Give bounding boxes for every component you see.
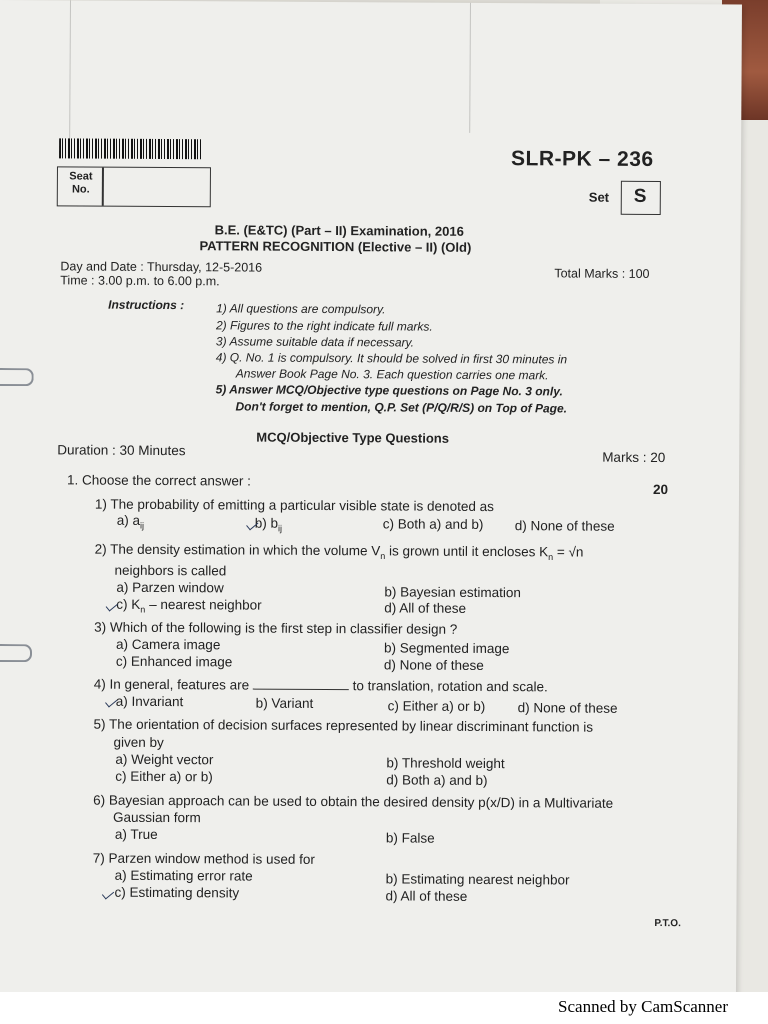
exam-title: B.E. (E&TC) (Part – II) Examination, 2016 (214, 222, 464, 239)
q5-option-d: d) Both a) and b) (386, 772, 488, 788)
q1-option-a (117, 513, 144, 531)
q1-option-b (255, 516, 282, 534)
q6-option-b: b) False (385, 830, 435, 846)
q1-a-text: a) a (116, 512, 141, 528)
q2-c-sub: n (140, 604, 146, 615)
q3-option-c: c) Enhanced image (115, 653, 233, 670)
q4-option-d: d) None of these (517, 700, 618, 716)
q7-option-d: d) All of these (385, 888, 468, 904)
q6-text: 6) Bayesian approach can be used to obtain the desired density p(x/D) in a Multivariate (93, 792, 614, 811)
q2-option-d: d) All of these (384, 600, 467, 616)
q2-option-b: b) Bayesian estimation (384, 584, 522, 601)
q7-option-c: c) Estimating density (114, 884, 240, 901)
scanner-watermark: Scanned by CamScanner (558, 997, 728, 1016)
q3-text: 3) Which of the following is the first step in classifier design ? (94, 619, 458, 637)
instruction-5: 5) Answer MCQ/Objective type questions on Page No. 3 only. (215, 382, 563, 399)
q2-text-a: 2) The density estimation in which the volume V (94, 541, 381, 559)
scanner-footer (0, 992, 768, 1024)
q6-option-a: a) True (114, 826, 158, 842)
instruction-5-cont: Don't forget to mention, Q.P. Set (P/Q/R/S) on Top of Page. (235, 399, 568, 416)
q4-option-b: b) Variant (255, 695, 314, 711)
section-title: MCQ/Objective Type Questions (256, 429, 450, 446)
q2-text (95, 542, 584, 563)
q3-option-d: d) None of these (383, 657, 484, 673)
instruction-4-cont: Answer Book Page No. 3. Each question carries one mark. (235, 366, 549, 383)
total-marks: Total Marks : 100 (554, 266, 650, 281)
q1-b-sub: ij (278, 523, 283, 534)
instruction-4: 4) Q. No. 1 is compulsory. It should be solved in first 30 minutes in (215, 350, 568, 367)
paper-code: SLR-PK – 236 (510, 147, 654, 171)
seat-label (64, 170, 98, 196)
instruction-2: 2) Figures to the right indicate full marks. (215, 318, 433, 334)
time: Time : 3.00 p.m. to 6.00 p.m. (60, 273, 220, 289)
paper-crease (69, 0, 71, 140)
q4-text-a: 4) In general, features are (93, 676, 250, 693)
q2-text-c: = √n (553, 544, 584, 560)
q4-text-b: to translation, rotation and scale. (352, 678, 548, 695)
seat-label-line2: No. (71, 183, 90, 196)
q2-option-c (116, 597, 261, 616)
q2-sub-b: n (548, 552, 554, 563)
set-value: S (633, 185, 647, 207)
binder-ring (0, 644, 32, 662)
fill-in-blank (253, 679, 349, 691)
instructions-label: Instructions : (108, 297, 185, 313)
pto-label: P.T.O. (654, 918, 681, 930)
instruction-1: 1) All questions are compulsory. (216, 301, 386, 317)
q7-option-b: b) Estimating nearest neighbor (385, 871, 570, 888)
q1-a-sub: ij (140, 520, 145, 531)
seat-label-line1: Seat (69, 170, 93, 183)
q3-option-b: b) Segmented image (384, 640, 510, 657)
question-heading: 1. Choose the correct answer : (67, 472, 251, 489)
q5-option-b: b) Threshold weight (386, 755, 505, 772)
q3-option-a: a) Camera image (116, 636, 221, 653)
duration: Duration : 30 Minutes (57, 442, 186, 459)
instruction-3: 3) Assume suitable data if necessary. (215, 334, 415, 350)
q1-b-text: b) b (254, 515, 279, 531)
seat-number-box (57, 166, 211, 207)
q2-text-b: is grown until it encloses K (385, 543, 549, 560)
q5-text: 5) The orientation of decision surfaces represented by linear discriminant function is (93, 716, 594, 735)
q1-option-d: d) None of these (514, 518, 615, 534)
q1-text: 1) The probability of emitting a particular visible state is denoted as (94, 496, 494, 515)
set-box (621, 181, 661, 215)
seat-box-divider (102, 168, 104, 206)
q2-option-a: a) Parzen window (116, 579, 224, 596)
q5-option-c: c) Either a) or b) (115, 768, 213, 785)
q4-option-c: c) Either a) or b) (387, 698, 486, 714)
q6-line2: Gaussian form (112, 809, 201, 826)
q4-option-a: a) Invariant (115, 693, 184, 710)
q2-sub-a: n (380, 551, 386, 562)
day-date: Day and Date : Thursday, 12-5-2016 (60, 259, 263, 275)
paper-crease (469, 3, 471, 133)
binder-ring (0, 368, 34, 386)
subject-title: PATTERN RECOGNITION (Elective – II) (Old) (199, 238, 472, 255)
barcode (59, 138, 201, 159)
q5-line2: given by (113, 734, 164, 751)
set-label: Set (588, 189, 610, 205)
question-marks: 20 (652, 481, 669, 498)
answer-tick-mark (102, 888, 114, 900)
section-marks: Marks : 20 (602, 449, 666, 466)
q2-c-rest: – nearest neighbor (145, 596, 262, 613)
q2-line2: neighbors is called (114, 562, 227, 579)
q2-c-text: c) K (116, 596, 141, 612)
q7-option-a: a) Estimating error rate (114, 867, 253, 884)
q1-option-c: c) Both a) and b) (382, 516, 484, 532)
q4-text (94, 677, 548, 695)
q5-option-a: a) Weight vector (115, 751, 214, 768)
q7-text: 7) Parzen window method is used for (92, 850, 315, 867)
